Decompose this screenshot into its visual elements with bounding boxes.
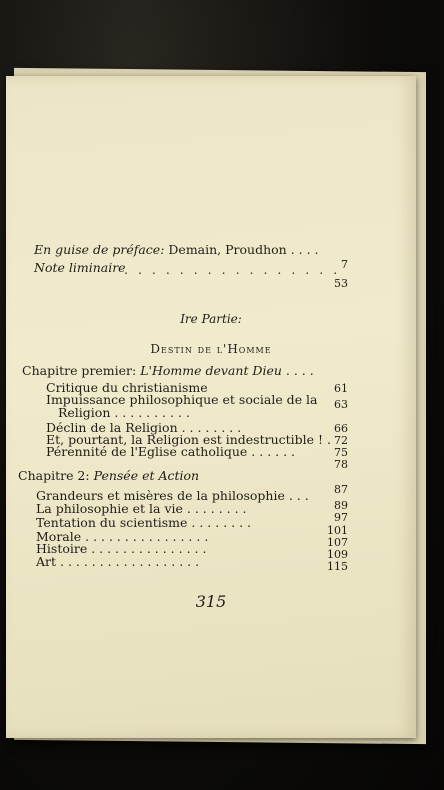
note-label: Note liminaire — [34, 260, 126, 275]
chapter2-prefix: Chapitre 2: — [18, 468, 90, 483]
toc-entry: Art . . . . . . . . . . . . . . . . . . — [36, 554, 200, 569]
chapter1-title — [22, 365, 314, 378]
chapter1-page: 61 — [334, 382, 348, 395]
toc-page: 78 — [334, 458, 348, 471]
chapter1-prefix: Chapitre premier: — [22, 363, 137, 378]
toc-entry: Critique du christianisme — [46, 380, 208, 395]
toc-entry: Tentation du scientisme . . . . . . . . — [36, 515, 252, 530]
chapter2-title — [18, 470, 199, 483]
part-subtitle: Destin de l'Homme — [150, 342, 272, 356]
chapter2-rest: Pensée et Action — [93, 468, 200, 483]
book-page — [6, 76, 416, 738]
toc-entry: La philosophie et la vie . . . . . . . . — [36, 501, 247, 516]
chapter1-rest: L'Homme devant Dieu . . . . — [140, 363, 314, 378]
toc-page: 109 — [327, 548, 348, 561]
toc-page: 115 — [327, 560, 348, 573]
toc-entry: Religion . . . . . . . . . . — [58, 405, 190, 420]
part-title: Ire Partie: — [180, 312, 242, 326]
toc-entry: Déclin de la Religion . . . . . . . . — [46, 420, 242, 435]
preface-page: 7 — [341, 258, 348, 271]
toc-page: 107 — [327, 536, 348, 549]
preface-line — [34, 244, 319, 257]
toc-page: 63 — [334, 398, 348, 411]
toc-page: 75 — [334, 446, 348, 459]
chapter2-page: 87 — [334, 483, 348, 496]
toc-entry: Et, pourtant, la Religion est indestructible ! . — [46, 432, 332, 447]
note-leader: . . . . . . . . . . . . . . . . — [124, 262, 341, 277]
toc-page: 97 — [334, 511, 348, 524]
toc-entry: Impuissance philosophique et sociale de la — [46, 392, 318, 407]
toc-page: 101 — [327, 524, 348, 537]
toc-page: 89 — [334, 499, 348, 512]
toc-entry: Morale . . . . . . . . . . . . . . . . — [36, 529, 209, 544]
toc-page: 72 — [334, 434, 348, 447]
toc-entry: Grandeurs et misères de la philosophie . . . — [36, 488, 309, 503]
toc-entry: Histoire . . . . . . . . . . . . . . . — [36, 541, 207, 556]
preface-lead: En guise de préface: — [34, 242, 165, 257]
preface-rest: Demain, Proudhon . . . . — [168, 242, 319, 257]
note-page: 53 — [334, 277, 348, 290]
toc-entry: Pérennité de l'Eglise catholique . . . . . . — [46, 444, 296, 459]
page-number: 315 — [195, 592, 227, 611]
toc-page: 66 — [334, 422, 348, 435]
